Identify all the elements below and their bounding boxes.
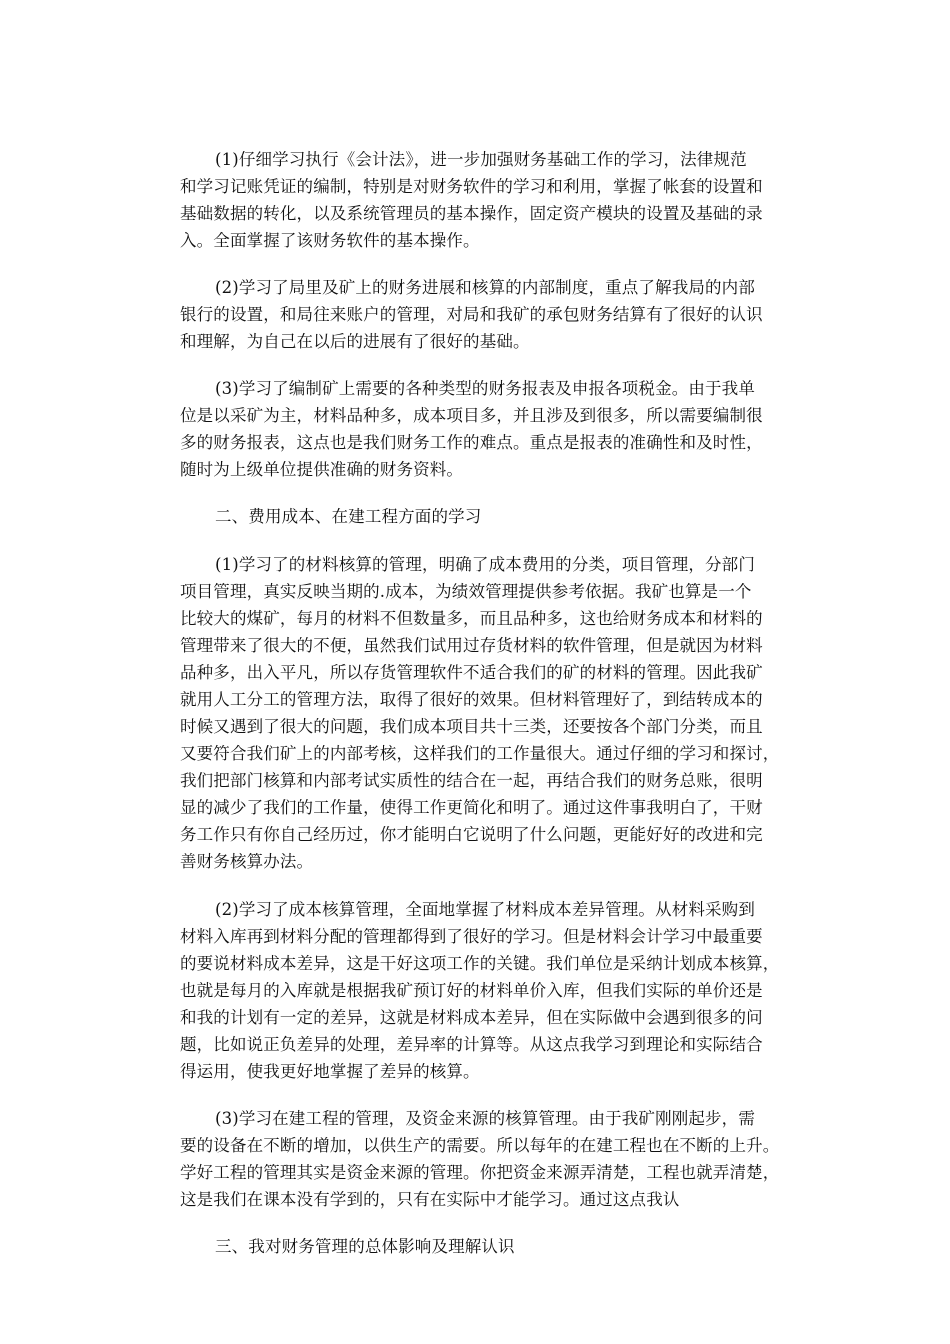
paragraph-line: 题，比如说正负差异的处理，差异率的计算等。从这点我学习到理论和实际结合	[180, 1035, 763, 1054]
paragraph-line: 银行的设置，和局往来账户的管理，对局和我矿的承包财务结算有了很好的认识	[180, 305, 763, 324]
paragraph-line: (3)学习了编制矿上需要的各种类型的财务报表及申报各项税金。由于我单	[215, 379, 755, 398]
paragraph-line: 入。全面掌握了该财务软件的基本操作。	[180, 231, 480, 250]
paragraph-line: 项目管理，真实反映当期的.成本，为绩效管理提供参考依据。我矿也算是一个	[180, 582, 752, 601]
paragraph-line: 我们把部门核算和内部考试实质性的结合在一起，再结合我们的财务总账，很明	[180, 771, 763, 790]
paragraph-line: 时候又遇到了很大的问题，我们成本项目共十三类，还要按各个部门分类，而且	[180, 717, 763, 736]
paragraph-line: 学好工程的管理其实是资金来源的管理。你把资金来源弄清楚，工程也就弄清楚，	[180, 1163, 780, 1182]
paragraph-line: 这是我们在课本没有学到的，只有在实际中才能学习。通过这点我认	[180, 1190, 680, 1209]
paragraph-line: 得运用，使我更好地掌握了差异的核算。	[180, 1062, 480, 1081]
paragraph-line: 随时为上级单位提供准确的财务资料。	[180, 460, 464, 479]
paragraph-line: 就用人工分工的管理方法，取得了很好的效果。但材料管理好了，到结转成本的	[180, 690, 763, 709]
section-heading: 二、费用成本、在建工程方面的学习	[215, 507, 482, 526]
paragraph-line: (1)仔细学习执行《会计法》，进一步加强财务基础工作的学习，法律规范	[215, 150, 747, 169]
paragraph-line: 和我的计划有一定的差异，这就是材料成本差异，但在实际做中会遇到很多的问	[180, 1008, 763, 1027]
paragraph-line: 显的减少了我们的工作量，使得工作更简化和明了。通过这件事我明白了，干财	[180, 798, 763, 817]
paragraph-line: 材料入库再到材料分配的管理都得到了很好的学习。但是材料会计学习中最重要	[180, 927, 763, 946]
paragraph-line: 和学习记账凭证的编制，特别是对财务软件的学习和利用，掌握了帐套的设置和	[180, 177, 763, 196]
paragraph-line: 又要符合我们矿上的内部考核，这样我们的工作量很大。通过仔细的学习和探讨，	[180, 744, 780, 763]
paragraph-line: (2)学习了成本核算管理，全面地掌握了材料成本差异管理。从材料采购到	[215, 900, 755, 919]
paragraph-line: 比较大的煤矿，每月的材料不但数量多，而且品种多，这也给财务成本和材料的	[180, 609, 763, 628]
paragraph-line: (1)学习了的材料核算的管理，明确了成本费用的分类，项目管理，分部门	[215, 555, 755, 574]
paragraph-line: 要的设备在不断的增加，以供生产的需要。所以每年的在建工程也在不断的上升。	[180, 1136, 780, 1155]
paragraph-line: (2)学习了局里及矿上的财务进展和核算的内部制度，重点了解我局的内部	[215, 278, 755, 297]
section-heading: 三、我对财务管理的总体影响及理解认识	[215, 1237, 515, 1256]
paragraph-line: 多的财务报表，这点也是我们财务工作的难点。重点是报表的准确性和及时性，	[180, 433, 763, 452]
paragraph-line: 善财务核算办法。	[180, 852, 314, 871]
paragraph-line: 位是以采矿为主，材料品种多，成本项目多，并且涉及到很多，所以需要编制很	[180, 406, 763, 425]
paragraph-line: 的要说材料成本差异，这是干好这项工作的关键。我们单位是采纳计划成本核算，	[180, 954, 780, 973]
paragraph-line: (3)学习在建工程的管理，及资金来源的核算管理。由于我矿刚刚起步，需	[215, 1109, 755, 1128]
paragraph-line: 和理解，为自己在以后的进展有了很好的基础。	[180, 332, 530, 351]
paragraph-line: 基础数据的转化，以及系统管理员的基本操作，固定资产模块的设置及基础的录	[180, 204, 763, 223]
paragraph-line: 管理带来了很大的不便，虽然我们试用过存货材料的软件管理，但是就因为材料	[180, 636, 763, 655]
paragraph-line: 品种多，出入平凡，所以存货管理软件不适合我们的矿的材料的管理。因此我矿	[180, 663, 763, 682]
paragraph-line: 务工作只有你自己经历过，你才能明白它说明了什么问题，更能好好的改进和完	[180, 825, 763, 844]
paragraph-line: 也就是每月的入库就是根据我矿预订好的材料单价入库，但我们实际的单价还是	[180, 981, 763, 1000]
